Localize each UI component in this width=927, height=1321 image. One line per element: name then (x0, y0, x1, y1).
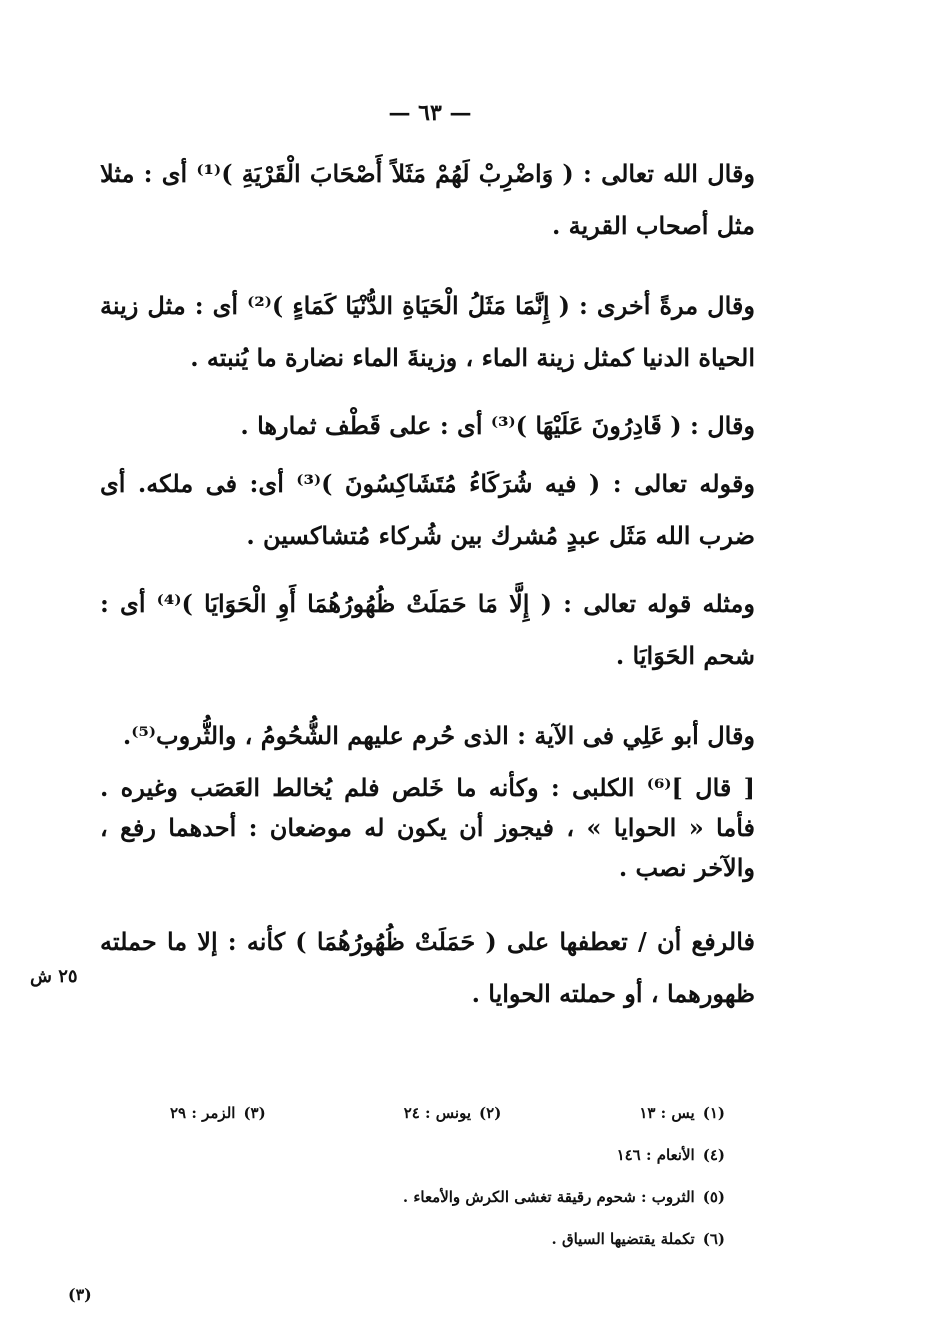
paragraph: وقال أبو عَلِي فى الآية : الذى حُرم عليهم الشُّحُومُ ، والثُّروب⁽⁵⁾. (122, 721, 755, 750)
paragraph: وقوله تعالى : ( فيه شُرَكَاءُ مُتَشَاكِسُونَ )⁽³⁾ أى: فى ملكه. أى ضرب الله مَثَل عبدٍ مُشرك بين شُركاء مُتشاكسين . (100, 469, 756, 550)
footnote-row (170, 1134, 725, 1176)
paragraph: ومثله قوله تعالى : ( إِلَّا مَا حَمَلَتْ ظُهُورُهُمَا أَوِ الْحَوَايَا )⁽⁴⁾ أى : شحم الحَوَايَا . (100, 589, 755, 670)
footnote (403, 1188, 725, 1206)
body-text (100, 148, 755, 1020)
footnotes (170, 1092, 725, 1260)
footnote-text: الزمر : ٢٩ (170, 1104, 236, 1122)
footnote (170, 1104, 266, 1122)
footnote-text: الثروب : شحوم رقيقة تغشى الكرش والأمعاء . (402, 1188, 695, 1206)
footnote (552, 1230, 725, 1248)
paragraph: وقال : ( قَادِرُونَ عَلَيْهَا )⁽³⁾ أى : على قَطْف ثمارها . (240, 411, 755, 440)
footnote-marker: (٥) (702, 1188, 725, 1206)
footnote-row (170, 1092, 725, 1134)
footnote (617, 1146, 725, 1164)
footnote (404, 1104, 502, 1122)
footnote-text: يس : ١٣ (639, 1104, 695, 1122)
page-number: — ٦٣ — (388, 100, 472, 126)
footnote (639, 1104, 725, 1122)
footnote-text: يونس : ٢٤ (403, 1104, 472, 1122)
paragraph: وقال الله تعالى : ( وَاضْرِبْ لَهُمْ مَثَلاً أَصْحَابَ الْقَرْيَةِ )⁽¹⁾ أى : مثلا مثل أصحاب القرية . (100, 159, 755, 240)
footnote-marker: (٦) (702, 1230, 725, 1248)
paragraph: [ قال ]⁽⁶⁾ الكلبى : وكأنه ما خَلص فلم يُخالط العَصَب وغيره . فأما « الحوايا » ، فيجوز أن يكون له موضعان : أحدهما رفع ، والآخر نصب . (100, 773, 755, 882)
footnote-row (170, 1218, 725, 1260)
footnote-marker: (٢) (479, 1104, 502, 1122)
footnote-marker: (٤) (702, 1146, 725, 1164)
paragraph: وقال مرةً أخرى : ( إِنَّمَا مَثَلُ الْحَيَاةِ الدُّنْيَا كَمَاءٍ )⁽²⁾ أى : مثل زينة الحياة الدنيا كمثل زينة الماء ، وزينةَ الماء نضارة ما يُنبته . (100, 291, 755, 372)
footnote-text: الأنعام : ١٤٦ (616, 1146, 695, 1164)
footnote-marker: (٣) (243, 1104, 266, 1122)
footnote-marker: (١) (702, 1104, 725, 1122)
margin-note: ٢٥ ش (30, 966, 78, 987)
footnote-row (170, 1176, 725, 1218)
paragraph: فالرفع أن / تعطفها على ( حَمَلَتْ ظُهُورُهُمَا ) كأنه : إلا ما حملته ظهورهما ، أو حملته الحوايا . (100, 927, 756, 1008)
signature-mark: (٣) (68, 1285, 92, 1304)
footnote-text: تكملة يقتضيها السياق . (551, 1230, 695, 1248)
